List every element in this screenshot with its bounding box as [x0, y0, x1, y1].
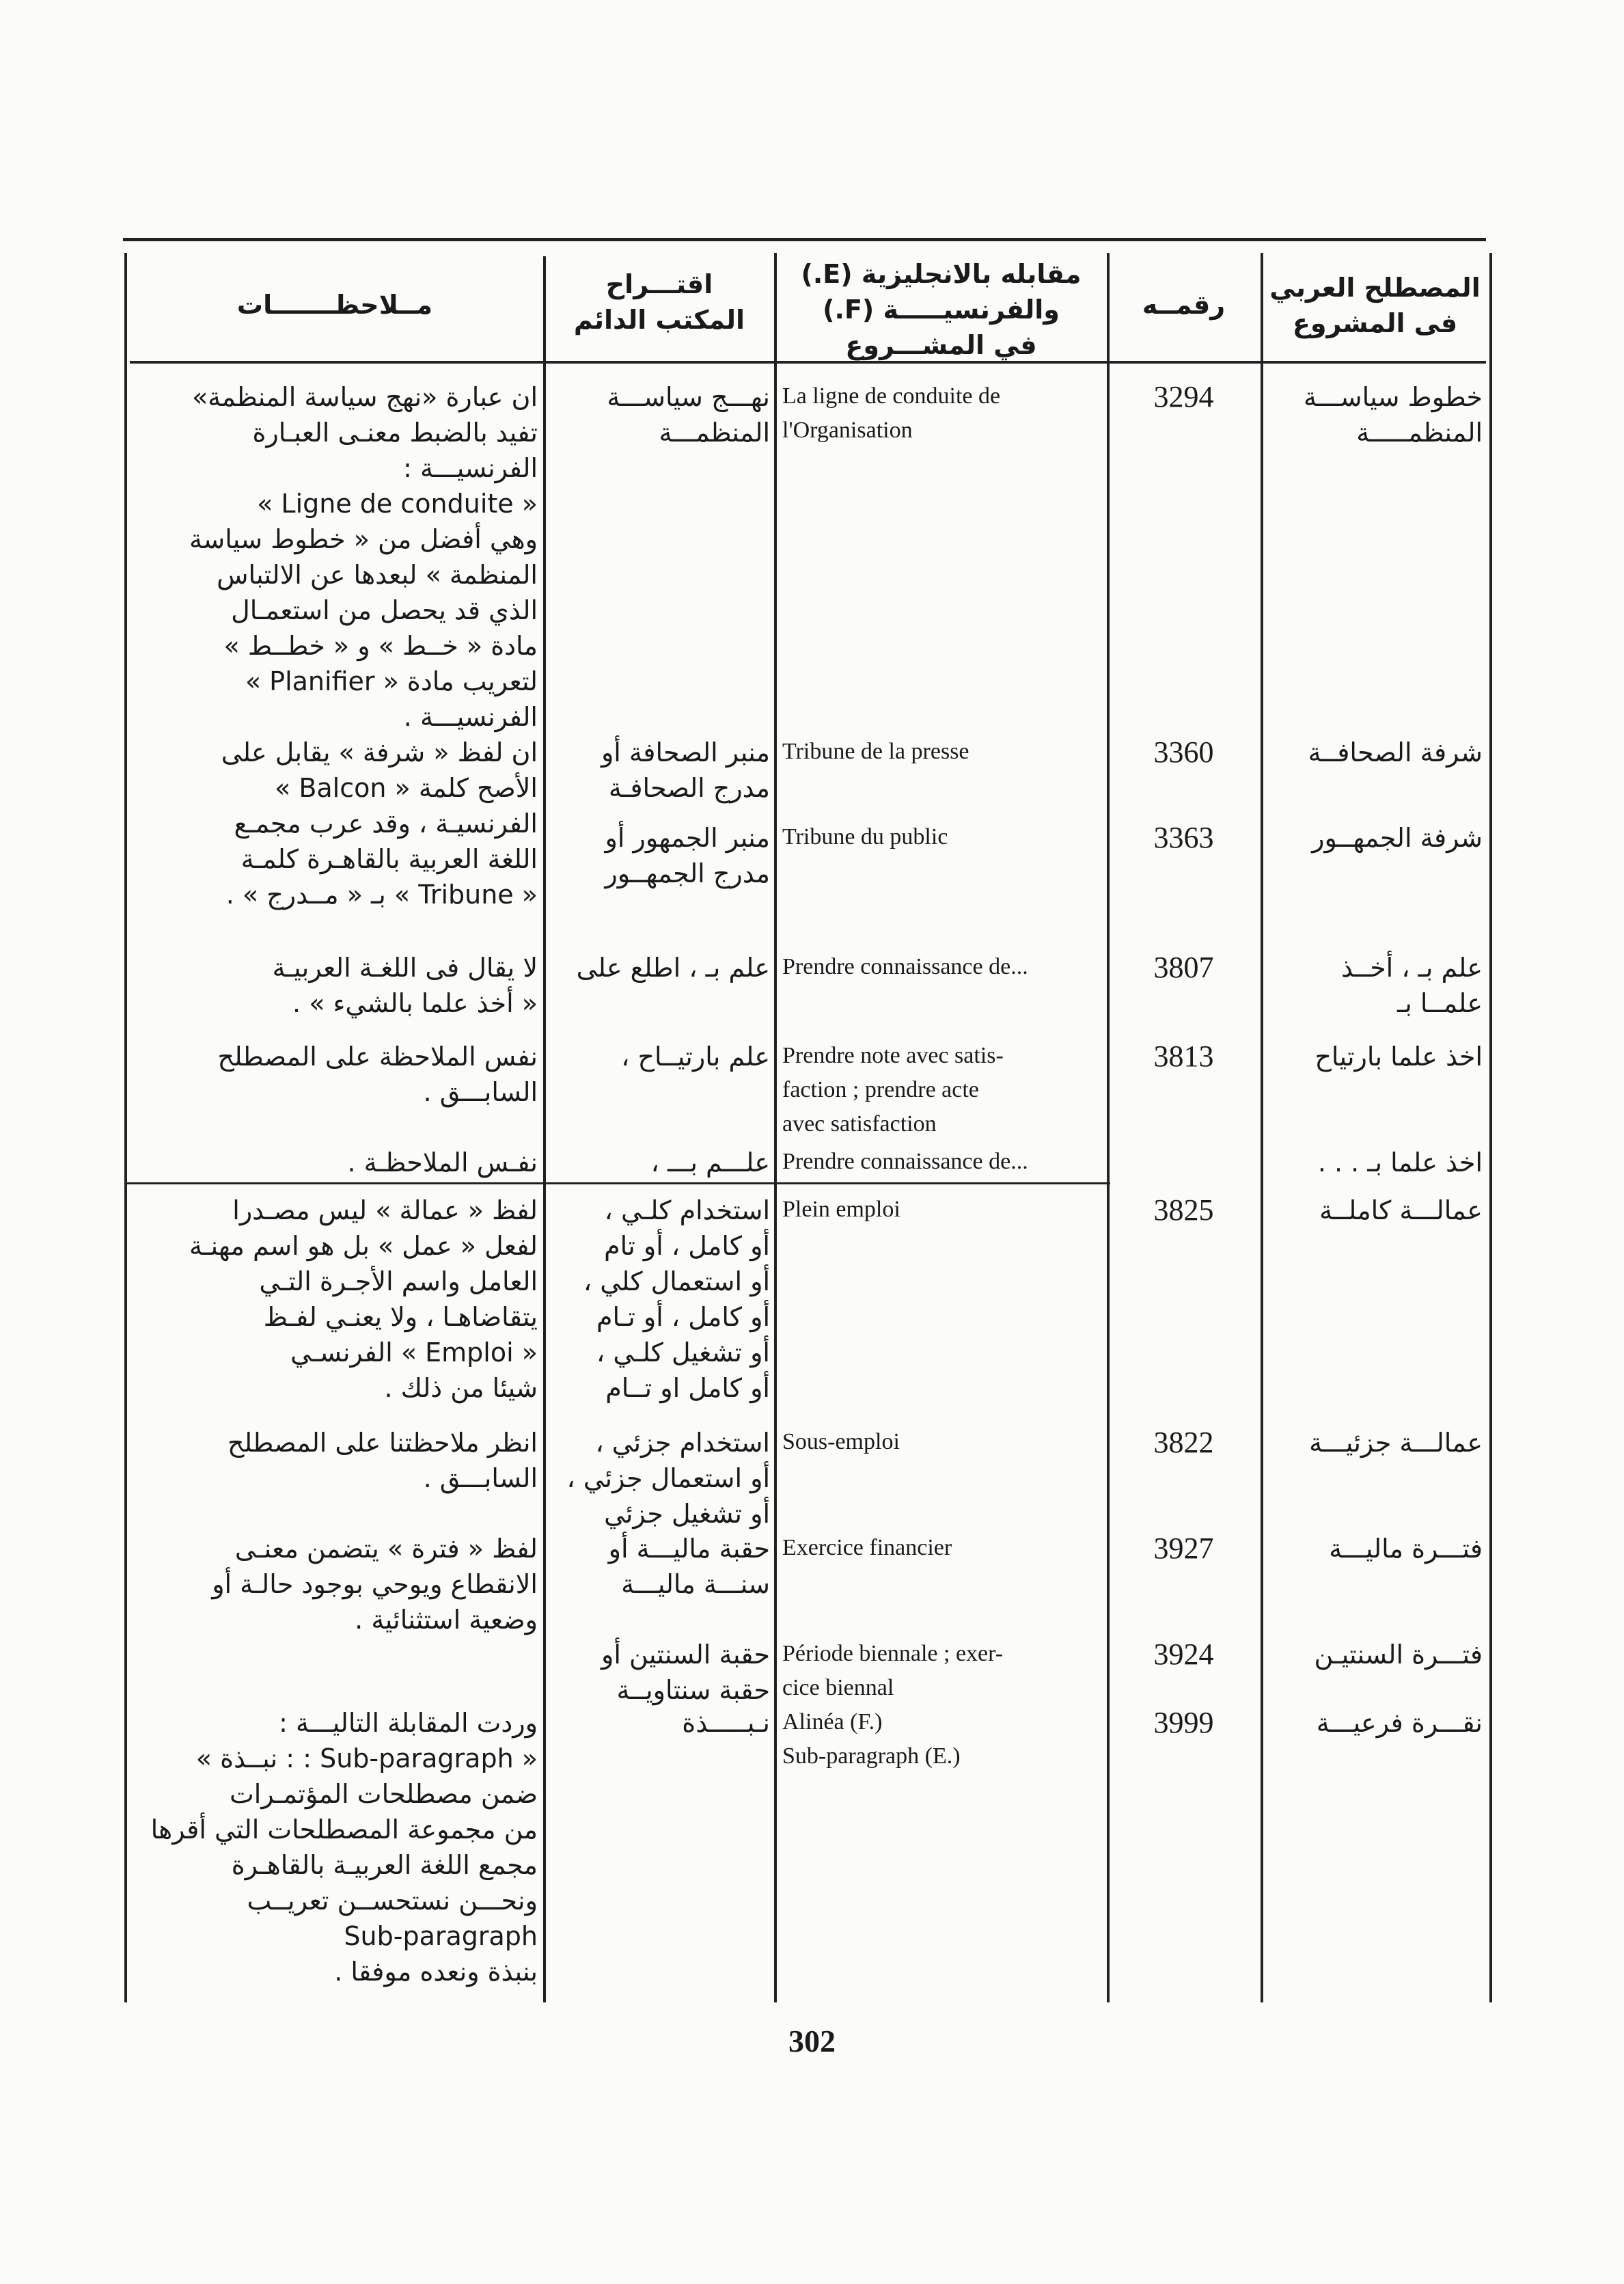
row-notes-line: « Sub-paragraph : : نبــذة »	[195, 1743, 538, 1773]
header-proposal-line-1: اقتـــراح	[605, 269, 713, 299]
row-notes-line: ان لفظ « شرفة » يقابل على	[221, 737, 538, 767]
header-proposal	[547, 267, 772, 338]
row-notes-line: العامل واسم الأجـرة التـي	[259, 1266, 538, 1296]
row-equivalent-line: faction ; prendre acte	[782, 1077, 979, 1102]
row-number: 3999	[1153, 1706, 1214, 1739]
row-term-line: شرفة الصحافــة	[1308, 737, 1483, 767]
row-proposal-line: منبر الجمهور أو	[605, 823, 770, 853]
row-proposal-line: علم بـ ، اطلع على	[576, 953, 770, 983]
row-proposal	[550, 950, 770, 985]
row-proposal-line: مدرج الصحافـة	[608, 773, 770, 803]
row-equivalent-line: Période biennale ; exer-	[782, 1641, 1004, 1666]
row-proposal	[550, 1705, 770, 1741]
row-notes	[133, 1531, 538, 1637]
row-proposal	[550, 379, 770, 450]
row-notes-line: وهي أفضل من « خطوط سياسة	[189, 524, 538, 554]
row-notes	[133, 950, 538, 1021]
row-proposal-line: منبر الصحافة أو	[601, 737, 770, 767]
row-notes-line: الفرنسيـــة :	[403, 453, 538, 483]
row-notes-line: « أخذ علما بالشيء » .	[292, 988, 538, 1018]
row-proposal-line: علم بارتيــاح ،	[621, 1042, 770, 1072]
row-notes-line: الأصح كلمة « Balcon »	[275, 773, 538, 803]
row-term-line: عمالـــة جزئيـــة	[1309, 1428, 1483, 1458]
row-notes-line: الفرنسيـة ، وقد عرب مجمـع	[234, 808, 538, 839]
row-equivalent-line: Exercice financier	[782, 1535, 952, 1560]
row-notes-line: لفظ « فترة » يتضمن معنـى	[234, 1534, 538, 1564]
row-notes-line: ونحـــن نستحســن تعريــب	[247, 1886, 538, 1916]
row-number: 3822	[1153, 1426, 1214, 1459]
row-equivalent	[782, 1705, 1103, 1773]
row-proposal-line: نـبـــــذة	[682, 1708, 770, 1738]
row-number: 3924	[1153, 1637, 1214, 1671]
row-notes-line: Sub-paragraph	[344, 1921, 538, 1951]
row-term	[1267, 379, 1483, 450]
row-equivalent	[782, 735, 1103, 769]
row-proposal	[550, 1531, 770, 1602]
row-notes-line: ضمن مصطلحات المؤتمـرات	[230, 1779, 538, 1809]
row-notes-line: نفس الملاحظة على المصطلح	[217, 1042, 538, 1072]
header-equivalent-line-1: مقابله بالانجليزية (E.)	[801, 259, 1082, 289]
row-number: 3825	[1153, 1193, 1214, 1227]
row-proposal-line: المنظمـــة	[659, 418, 770, 448]
header-term-line-1: المصطلح العربي	[1269, 273, 1481, 303]
row-number: 3813	[1153, 1039, 1214, 1073]
row-equivalent	[782, 1145, 1103, 1179]
row-term	[1267, 820, 1483, 856]
row-notes-line: شيئا من ذلك .	[384, 1373, 538, 1403]
header-term	[1264, 270, 1486, 341]
row-proposal-line: أو تشغيل كلـي ،	[596, 1337, 770, 1368]
row-notes	[133, 1705, 538, 1989]
row-notes	[133, 735, 538, 912]
row-term-line: خطوط سياســـة	[1303, 382, 1483, 412]
row-term-line: المنظمـــــة	[1356, 418, 1483, 448]
table-top-rule	[123, 238, 1486, 241]
row-proposal-line: سنـــة ماليـــة	[621, 1569, 770, 1599]
row-notes	[133, 1039, 538, 1110]
row-equivalent	[782, 820, 1103, 854]
row-proposal-line: أو استعمال جزئي ،	[566, 1463, 770, 1493]
row-notes-line: من مجموعة المصطلحات التي أقرها	[150, 1814, 538, 1845]
row-notes	[133, 1145, 538, 1180]
row-proposal-line: أو كامل ، أو تـام	[596, 1302, 770, 1332]
row-proposal-line: نهـــج سياســـة	[607, 382, 770, 412]
row-proposal	[550, 1145, 770, 1180]
glossary-table-body	[0, 379, 1624, 2006]
row-term	[1267, 1531, 1483, 1566]
row-equivalent-line: Prendre connaissance de...	[782, 954, 1028, 979]
row-equivalent	[782, 1531, 1103, 1565]
row-term	[1267, 1705, 1483, 1741]
row-equivalent	[782, 1039, 1103, 1141]
row-proposal	[550, 1193, 770, 1406]
header-equivalent-line-3: في المشـــروع	[845, 330, 1037, 360]
row-equivalent-line: Plein emploi	[782, 1197, 900, 1222]
row-term-line: فتـــرة ماليـــة	[1329, 1534, 1483, 1564]
row-proposal-line: أو كامل ، أو تام	[604, 1231, 770, 1261]
row-term-line: فتـــرة السنتيـن	[1314, 1640, 1483, 1670]
row-notes-line: « Emploi » الفرنسـي	[290, 1337, 538, 1368]
row-notes-line: يتقاضاهـا ، ولا يعنـي لفـظ	[263, 1302, 538, 1332]
row-proposal	[550, 820, 770, 891]
row-proposal	[550, 735, 770, 806]
row-term	[1267, 950, 1483, 1021]
row-proposal-line: استخدام جزئي ،	[595, 1428, 770, 1458]
row-notes-line: لا يقال فى اللغـة العربيـة	[272, 953, 538, 983]
row-term-line: اخذ علما بـ . . .	[1317, 1147, 1483, 1178]
row-notes-line: ان عبارة «نهج سياسة المنظمة»	[191, 382, 538, 412]
row-equivalent-line: Tribune du public	[782, 824, 948, 849]
row-number: 3360	[1153, 735, 1214, 769]
row-notes-line: وردت المقابلة التاليـــة :	[279, 1708, 538, 1738]
row-proposal-line: حقبة السنتين أو	[601, 1640, 770, 1670]
row-number: 3363	[1153, 821, 1214, 854]
row-notes-line: تفيد بالضبط معنـى العبـارة	[252, 418, 538, 448]
row-number: 3927	[1153, 1532, 1214, 1565]
row-equivalent	[782, 950, 1103, 984]
row-equivalent-line: Sub-paragraph (E.)	[782, 1743, 961, 1769]
header-equivalent-line-2: والفرنسيـــــة (F.)	[823, 295, 1060, 325]
row-proposal-line: حقبة ماليـــة أو	[608, 1534, 770, 1564]
row-notes-line: لتعريب مادة « Planifier »	[245, 666, 538, 696]
row-notes-line: اللغة العربية بالقاهـرة كلمـة	[240, 844, 538, 874]
row-notes	[133, 1425, 538, 1496]
row-equivalent-line: avec satisfaction	[782, 1111, 937, 1137]
row-notes-line: نفـس الملاحظـة .	[347, 1147, 538, 1178]
row-proposal	[550, 1039, 770, 1074]
row-number: 3807	[1153, 951, 1214, 984]
header-notes: مــلاحظـــــــات	[236, 290, 433, 320]
row-term	[1267, 1425, 1483, 1460]
row-equivalent-line: Alinéa (F.)	[782, 1709, 883, 1735]
row-notes	[133, 379, 538, 735]
header-number: رقمــه	[1142, 290, 1226, 320]
row-equivalent-line: Prendre note avec satis-	[782, 1043, 1004, 1068]
row-equivalent-line: Sous-emploi	[782, 1429, 900, 1454]
row-notes-line: لفظ « عمالة » ليس مصـدرا	[232, 1195, 538, 1225]
row-notes-line: وضعية استثنائية .	[355, 1605, 538, 1635]
row-equivalent-line: La ligne de conduite de	[782, 383, 1001, 409]
row-equivalent-line: l'Organisation	[782, 418, 913, 443]
header-term-line-2: فى المشروع	[1292, 308, 1458, 338]
row-separator-rule	[126, 1182, 1110, 1184]
row-equivalent	[782, 379, 1103, 448]
row-notes-line: الفرنسيـــة .	[403, 702, 538, 732]
row-notes-line: الذي قد يحصل من استعمـال	[231, 595, 538, 625]
row-notes-line: المنظمة » لبعدها عن الالتباس	[217, 560, 538, 590]
row-proposal-line: أو تشغيل جزئي	[604, 1499, 770, 1529]
row-term	[1267, 1637, 1483, 1672]
row-proposal-line: علـــم بـــ ،	[650, 1147, 770, 1178]
row-proposal-line: أو استعمال كلي ،	[583, 1266, 770, 1296]
row-proposal-line: مدرج الجمهــور	[605, 858, 770, 888]
row-term	[1267, 735, 1483, 770]
row-term-line: علم بـ ، أخــذ	[1340, 953, 1483, 983]
row-proposal-line: حقبة سنتاويــة	[616, 1675, 770, 1705]
row-notes	[133, 1193, 538, 1406]
row-notes-line: انظر ملاحظتنا على المصطلح	[228, 1428, 538, 1458]
row-equivalent-line: cice biennal	[782, 1675, 894, 1700]
row-equivalent	[782, 1637, 1103, 1705]
row-notes-line: لفعل « عمل » بل هو اسم مهنـة	[189, 1231, 538, 1261]
row-notes-line: « Ligne de conduite »	[257, 489, 538, 519]
row-term-line: اخذ علما بارتياح	[1315, 1042, 1483, 1072]
row-notes-line: السابـــق .	[423, 1077, 538, 1107]
page-number: 302	[788, 2024, 836, 2058]
row-term-line: شرفة الجمهــور	[1312, 823, 1483, 853]
row-term	[1267, 1145, 1483, 1180]
header-equivalent	[779, 256, 1103, 363]
row-notes-line: بنبذة ونعده موفقا .	[334, 1957, 538, 1987]
header-proposal-line-2: المكتب الدائم	[573, 305, 745, 335]
row-term-line: عمالـــة كاملــة	[1319, 1195, 1483, 1225]
row-notes-line: السابـــق .	[423, 1463, 538, 1493]
row-equivalent-line: Tribune de la presse	[782, 739, 969, 764]
row-term-line: علمــا بـ	[1397, 988, 1483, 1018]
row-term-line: نقـــرة فرعيـــة	[1316, 1708, 1483, 1738]
row-equivalent	[782, 1193, 1103, 1227]
row-term	[1267, 1039, 1483, 1074]
row-notes-line: « Tribune » بـ « مــدرج » .	[225, 880, 538, 910]
row-equivalent-line: Prendre connaissance de...	[782, 1149, 1028, 1174]
row-proposal-line: استخدام كلـي ،	[604, 1195, 770, 1225]
row-term	[1267, 1193, 1483, 1228]
row-proposal	[550, 1425, 770, 1532]
row-notes-line: الانقطاع ويوحي بوجود حالـة أو	[212, 1569, 538, 1599]
row-notes-line: مجمع اللغة العربيـة بالقاهـرة	[231, 1850, 538, 1880]
row-equivalent	[782, 1425, 1103, 1459]
row-proposal	[550, 1637, 770, 1708]
row-notes-line: مادة « خــط » و « خطــط »	[223, 631, 538, 661]
row-number: 3294	[1153, 380, 1214, 413]
row-proposal-line: أو كامل او تــام	[605, 1373, 770, 1403]
